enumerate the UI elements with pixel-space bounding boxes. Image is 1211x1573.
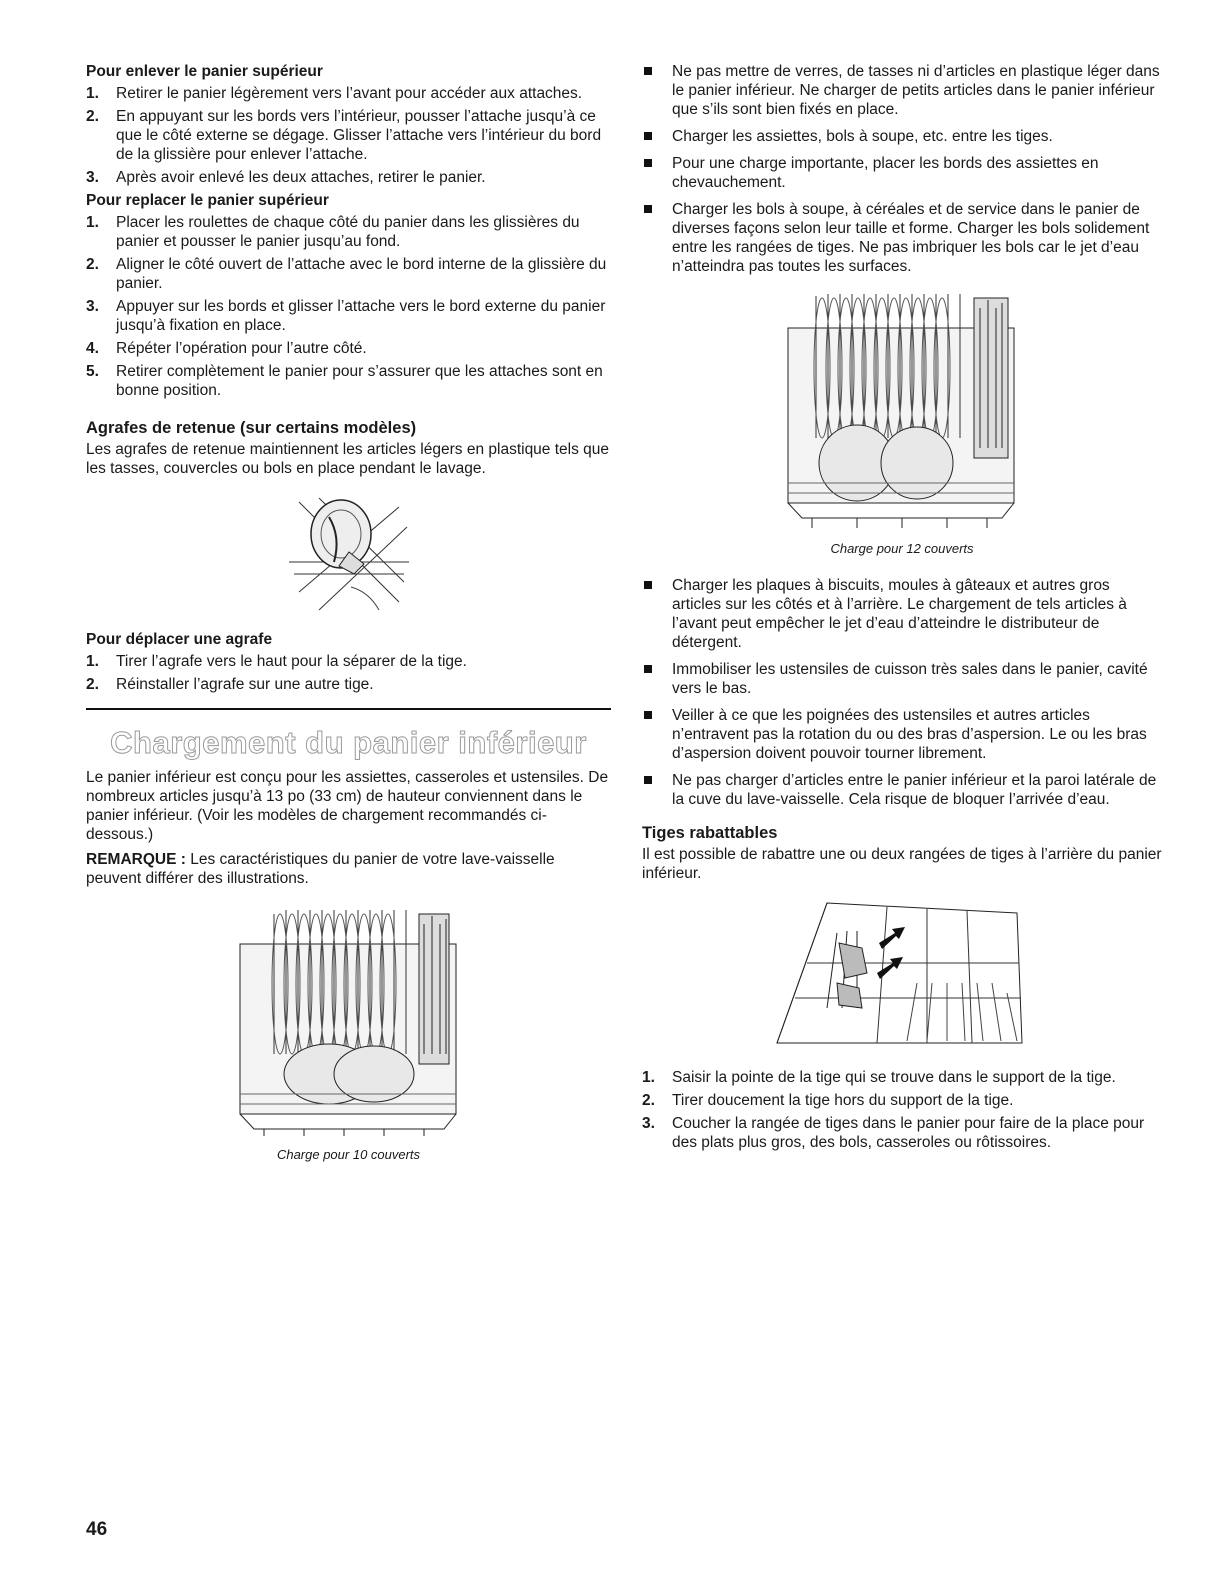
list-item: Pour une charge importante, placer les bords des assiettes en chevauchement. — [642, 154, 1162, 192]
step-text: Placer les roulettes de chaque côté du panier dans les glissières du panier et pousser le panier jusqu’au fond. — [116, 214, 580, 250]
step-number: 1. — [86, 85, 99, 102]
rack-10-settings-illustration — [234, 904, 464, 1139]
list-item: Charger les bols à soupe, à céréales et de service dans le panier de diverses façons selon leur taille et forme. Charger les bols solidement entre les rangées de tiges. Ne pas imbriquer les bols car le jet d’eau n’atteindra pas toutes les surfaces. — [642, 200, 1162, 276]
lower-rack-section-title: Chargement du panier inférieur — [110, 725, 587, 760]
step-number: 1. — [642, 1069, 655, 1086]
caption-10-settings: Charge pour 10 couverts — [276, 1147, 421, 1162]
list-item — [86, 213, 611, 251]
step-number: 1. — [86, 653, 99, 670]
page-number: 46 — [86, 1519, 108, 1540]
step-text: Réinstaller l’agrafe sur une autre tige. — [116, 676, 374, 693]
lower-rack-intro: Le panier inférieur est conçu pour les assiettes, casseroles et ustensiles. De nombreux articles jusqu’à 13 po (33 cm) de hauteur conviennent dans le panier inférieur. (Voir les modèles de chargement recommandés ci-dessous.) — [86, 769, 609, 843]
step-number: 2. — [86, 108, 99, 125]
move-clip-heading: Pour déplacer une agrafe — [86, 631, 273, 648]
step-text: Retirer complètement le panier pour s’assurer que les attaches sont en bonne position. — [116, 363, 603, 399]
step-number: 3. — [642, 1115, 655, 1132]
list-item — [86, 652, 611, 671]
list-item — [86, 675, 611, 694]
step-number: 3. — [86, 298, 99, 315]
list-item: Veiller à ce que les poignées des ustensiles et autres articles n’entravent pas la rotation du ou des bras d’aspersion. Le ou les bras d’aspersion doivent pouvoir tourner librement. — [642, 706, 1162, 763]
retaining-clips-text: Les agrafes de retenue maintiennent les articles légers en plastique tels que les tasses, couvercles ou bols en place pendant le lavage. — [86, 441, 610, 477]
list-item — [642, 1068, 1162, 1087]
step-text: Appuyer sur les bords et glisser l’attache vers le bord externe du panier jusqu’à fixation en place. — [116, 298, 606, 334]
step-text: Après avoir enlevé les deux attaches, retirer le panier. — [116, 169, 486, 186]
rack-12-settings-illustration — [782, 288, 1022, 533]
list-item — [86, 84, 611, 103]
fold-down-tines-illustration — [767, 893, 1037, 1058]
step-number: 2. — [86, 256, 99, 273]
list-item — [642, 1114, 1162, 1152]
loading-tips-list-bottom — [642, 576, 1162, 809]
list-item — [86, 297, 611, 335]
retaining-clip-icon — [279, 492, 419, 622]
step-text: Coucher la rangée de tiges dans le panier pour faire de la place pour des plats plus gros, des bols, casseroles ou rôtissoires. — [672, 1115, 1145, 1151]
note-label: REMARQUE : — [86, 851, 186, 868]
step-text: Tirer l’agrafe vers le haut pour la séparer de la tige. — [116, 653, 467, 670]
step-number: 1. — [86, 214, 99, 231]
list-item: Immobiliser les ustensiles de cuisson très sales dans le panier, cavité vers le bas. — [642, 660, 1162, 698]
list-item: Ne pas mettre de verres, de tasses ni d’articles en plastique léger dans le panier inférieur. Ne charger de petits articles dans le panier inférieur que s’ils sont bien fixés en place. — [642, 62, 1162, 119]
step-text: Retirer le panier légèrement vers l’avant pour accéder aux attaches. — [116, 85, 583, 102]
step-number: 5. — [86, 363, 99, 380]
retaining-clip-illustration — [279, 492, 419, 622]
list-item: Charger les plaques à biscuits, moules à gâteaux et autres gros articles sur les côtés et à l’arrière. Le chargement de tels articles à l’avant peut empêcher le jet d’eau d’atteindre le distributeur de détergent. — [642, 576, 1162, 652]
list-item: Ne pas charger d’articles entre le panier inférieur et la paroi latérale de la cuve du lave-vaisselle. Cela risque de bloquer l’arrivée d’eau. — [642, 771, 1162, 809]
replace-rack-steps — [86, 213, 611, 400]
section-divider — [86, 708, 611, 710]
list-item — [86, 107, 611, 164]
fold-down-tines-steps — [642, 1068, 1162, 1152]
list-item: Charger les assiettes, bols à soupe, etc. entre les tiges. — [642, 127, 1162, 146]
dish-rack-icon — [234, 904, 464, 1139]
fold-down-tines-heading: Tiges rabattables — [642, 824, 778, 842]
dish-rack-icon — [782, 288, 1022, 533]
remove-rack-heading: Pour enlever le panier supérieur — [86, 63, 323, 80]
note-text: Les caractéristiques du panier de votre lave-vaisselle peuvent différer des illustrations. — [86, 851, 555, 887]
list-item — [86, 255, 611, 293]
list-item — [642, 1091, 1162, 1110]
step-text: Saisir la pointe de la tige qui se trouve dans le support de la tige. — [672, 1069, 1116, 1086]
step-number: 3. — [86, 169, 99, 186]
list-item — [86, 339, 611, 358]
step-text: Tirer doucement la tige hors du support de la tige. — [672, 1092, 1014, 1109]
step-number: 4. — [86, 340, 99, 357]
remove-rack-steps — [86, 84, 611, 187]
retaining-clips-heading: Agrafes de retenue (sur certains modèles) — [86, 419, 417, 437]
step-text: Répéter l’opération pour l’autre côté. — [116, 340, 367, 357]
list-item — [86, 362, 611, 400]
right-column — [642, 62, 1162, 1156]
folding-tines-icon — [767, 893, 1037, 1058]
step-text: En appuyant sur les bords vers l’intérieur, pousser l’attache jusqu’à ce que le côté externe se dégage. Glisser l’attache vers l’intérieur du bord de la glissière pour enlever l’attache. — [116, 108, 602, 163]
loading-tips-list-top — [642, 62, 1162, 276]
left-column — [86, 62, 611, 1164]
move-clip-steps — [86, 652, 611, 694]
list-item — [86, 168, 611, 187]
step-number: 2. — [642, 1092, 655, 1109]
lower-rack-note — [86, 850, 611, 888]
step-text: Aligner le côté ouvert de l’attache avec le bord interne de la glissière du panier. — [116, 256, 607, 292]
replace-rack-heading: Pour replacer le panier supérieur — [86, 192, 329, 209]
caption-12-settings: Charge pour 12 couverts — [830, 541, 974, 556]
fold-down-tines-text: Il est possible de rabattre une ou deux rangées de tiges à l’arrière du panier inférieur. — [642, 846, 1162, 882]
step-number: 2. — [86, 676, 99, 693]
